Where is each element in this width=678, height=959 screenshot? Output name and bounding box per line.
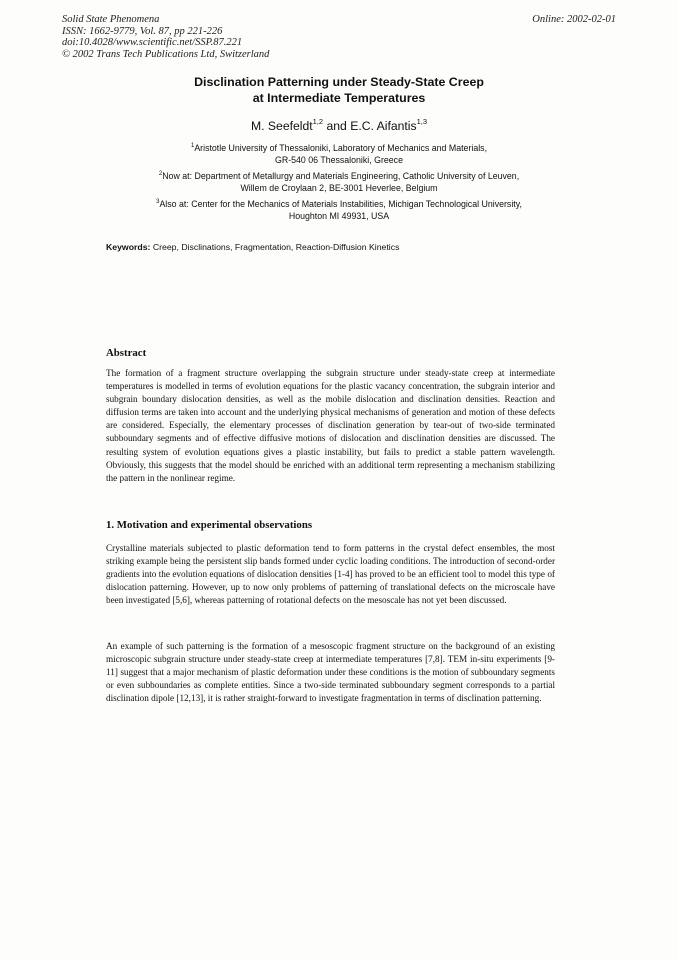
author-2: E.C. Aifantis bbox=[350, 119, 417, 133]
affil-1-line-1: Aristotle University of Thessaloniki, Laboratory of Mechanics and Materials, bbox=[194, 143, 488, 153]
affil-2-marker: 2 bbox=[158, 171, 163, 177]
doi-line: doi:10.4028/www.scientific.net/SSP.87.221 bbox=[62, 37, 243, 49]
author-conjunction: and bbox=[323, 119, 351, 133]
title-line-2: at Intermediate Temperatures bbox=[252, 90, 426, 105]
online-date: Online: 2002-02-01 bbox=[532, 14, 616, 25]
author-1: M. Seefeldt bbox=[250, 119, 313, 133]
affiliation-3 bbox=[0, 197, 678, 223]
affil-1-marker: 1 bbox=[190, 143, 195, 149]
affiliation-1 bbox=[0, 141, 678, 167]
title-line-1: Disclination Patterning under Steady-State Creep bbox=[194, 75, 484, 89]
affil-3-line-2: Houghton MI 49931, USA bbox=[288, 210, 390, 221]
author-2-affil: 1,3 bbox=[416, 117, 428, 126]
paper-title bbox=[0, 75, 678, 106]
affil-2-line-2: Willem de Croylaan 2, BE-3001 Heverlee, Belgium bbox=[240, 182, 438, 193]
keywords-label: Keywords: bbox=[106, 242, 151, 252]
author-list bbox=[0, 117, 678, 133]
abstract-body: The formation of a fragment structure overlapping the subgrain structure under steady-state creep at intermediate temperatures is modelled in terms of evolution equations for the plastic vacancy concentration, the subgrain interior and subgrain boundary dislocation densities, as well as the mobile dislocation and disclination densities. Reaction and diffusion terms are taken into account and the underlying physical mechanisms of generation and motion of these defects are considered. Especially, the elementary processes of disclination generation by tear-out of two-side terminated subboundary segments and of effective diffusive motions of dislocation and disclination densities are discussed. The resulting system of evolution equations gives a plastic instability, but fails to predict a stable pattern wavelength. Obviously, this suggests that the model should be enriched with an additional term representing a mechanism stabilizing the pattern in the nonlinear regime. bbox=[106, 368, 555, 483]
abstract-heading: Abstract bbox=[106, 347, 147, 359]
affil-3-line-1: Also at: Center for the Mechanics of Materials Instabilities, Michigan Technological University, bbox=[159, 199, 522, 209]
author-1-affil: 1,2 bbox=[312, 117, 324, 126]
affil-3-marker: 3 bbox=[156, 199, 160, 205]
affil-1-line-2: GR-540 06 Thessaloniki, Greece bbox=[275, 154, 403, 165]
section-1-heading: 1. Motivation and experimental observations bbox=[106, 519, 313, 531]
keywords bbox=[106, 242, 576, 252]
section-1-paragraph-2: An example of such patterning is the formation of a mesoscopic fragment structure on the background of an existing microscopic subgrain structure under steady-state creep at intermediate temperatures [7,8]. TEM in-situ experiments [9-11] suggest that a major mechanism of plastic deformation under these conditions is the motion of subboundary segments or even subboundaries as complete entities. Since a two-side terminated subboundary segment corresponds to a partial disclination dipole [12,13], it is rather straight-forward to investigate fragmentation in terms of disclination patterning. bbox=[106, 641, 555, 704]
affiliation-2 bbox=[0, 169, 678, 195]
section-1-paragraph-1: Crystalline materials subjected to plastic deformation tend to form patterns in the crystal defect ensembles, the most striking example being the persistent slip bands formed under cyclic loading conditions. The introduction of second-order gradients into the evolution equations of dislocation densities [1-4] has proved to be an efficient tool to model this type of dislocation patterning. However, up to now only problems of patterning of translational defects on the microscale have been investigated [5,6], whereas patterning of rotational defects on the mesoscale has not yet been discussed. bbox=[106, 543, 555, 606]
affil-2-line-1: Now at: Department of Metallurgy and Materials Engineering, Catholic University of Leuven, bbox=[162, 171, 520, 181]
journal-name: Solid State Phenomena bbox=[62, 14, 160, 25]
keywords-list: Creep, Disclinations, Fragmentation, Reaction-Diffusion Kinetics bbox=[150, 242, 400, 252]
journal-citation bbox=[62, 14, 402, 60]
issn-line: ISSN: 1662-9779, Vol. 87, pp 221-226 bbox=[62, 25, 223, 37]
copyright-line: © 2002 Trans Tech Publications Ltd, Switzerland bbox=[62, 48, 270, 60]
